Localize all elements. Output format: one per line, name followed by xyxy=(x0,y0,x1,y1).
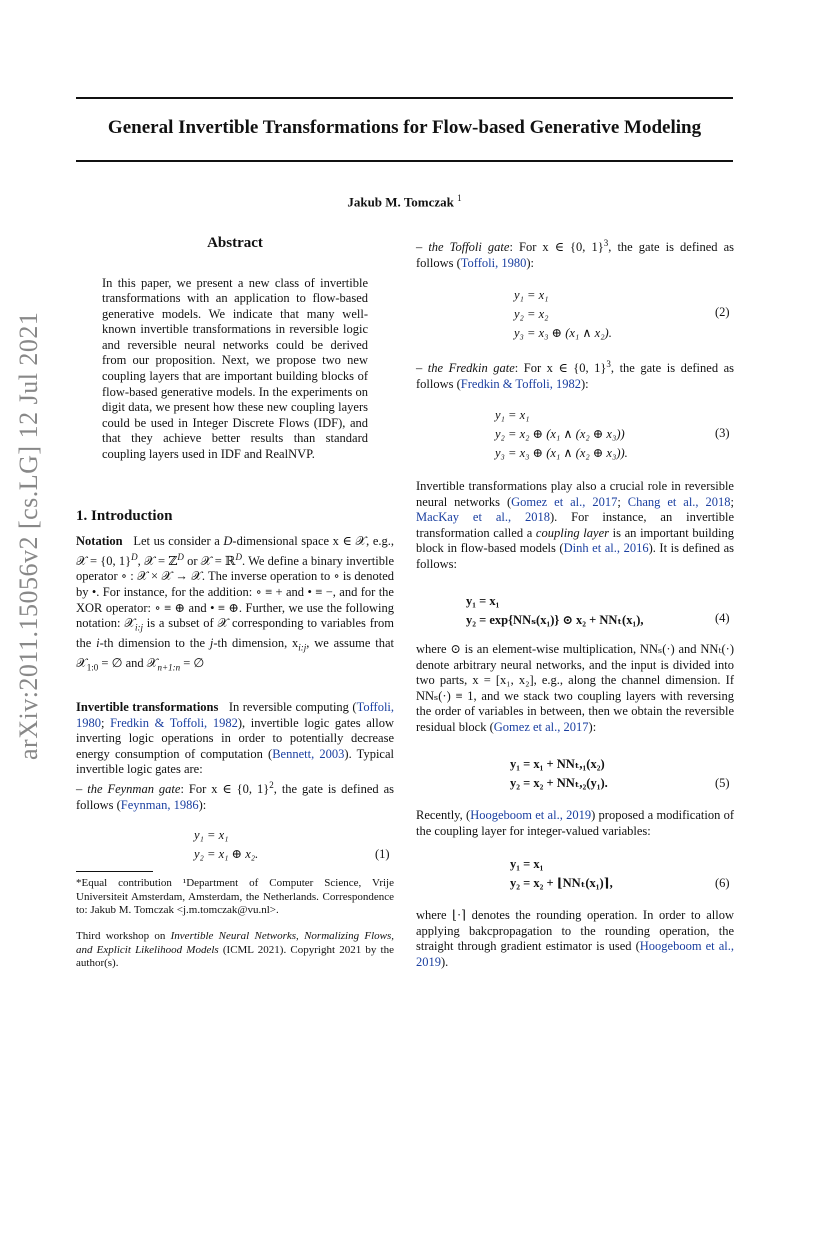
arxiv-sidebar-stamp: arXiv:2011.15056v2 [cs.LG] 12 Jul 2021 xyxy=(14,311,43,760)
footnote-workshop: Third workshop on Invertible Neural Networks, Normalizing Flows, and Explicit Likelihood Models (ICML 2021). Copyright 2021 by the author(s). xyxy=(76,930,394,969)
paper-title: General Invertible Transformations for Flow-based Generative Modeling xyxy=(107,117,702,138)
title-bottom-rule xyxy=(76,160,733,162)
equation-number: (3) xyxy=(715,426,730,440)
equation-number: (4) xyxy=(715,611,730,625)
notation-paragraph: Notation Let us consider a D-dimensional space x ∈ 𝒳, e.g., 𝒳 = {0, 1}$^D$, 𝒳 = ℤ$^D$ or 𝒳 = ℝ$^D$. We define a binary invertible operator ∘ : 𝒳 × 𝒳 → 𝒳. The inverse operation to ∘ is denoted by •. For instance, for the addition: ∘ ≡ + and • ≡ −, and for the XOR operator: ∘ ≡ ⊕ and • ≡ ⊕. Further, we use the following notation: 𝒳$_{i:j}$ is a subset of 𝒳 corresponding to variables from the i-th dimension to the j-th dimension, $x_{i:j}$, we assume that 𝒳$_{1:0}$ = ∅ and 𝒳$_{n+1:n}$ = ∅ xyxy=(76,534,394,673)
citation-link[interactable]: Hoogeboom et al., 2019 xyxy=(416,939,735,969)
citation-link[interactable]: Bennett, 2003 xyxy=(272,746,345,761)
equation-4: y₁ = x₁ y₂ = exp{NNₛ(x₁)} ⊙ x₂ + NNₜ(x₁), xyxy=(466,594,644,627)
rounding-paragraph: where ⌊·⌉ denotes the rounding operation. In order to allow applying bakcpropagation to the rounding operation, the straight through gradient estimator is used (Hoogeboom et al., 2019). xyxy=(416,908,735,969)
section-heading: 1. Introduction xyxy=(76,508,173,524)
fredkin-paragraph: – the Fredkin gate: For x ∈ {0, 1}$^3$, the gate is defined as follows (Fredkin & Toffoli, 1982): xyxy=(416,359,735,391)
equation-5: y₁ = x₁ + NNₜ,₁(x₂) y₂ = x₂ + NNₜ,₂(y₁). xyxy=(510,757,608,790)
citation-link[interactable]: Fredkin & Toffoli, 1982 xyxy=(110,715,238,730)
citation-link[interactable]: Gomez et al., 2017 xyxy=(511,494,618,509)
citation-link[interactable]: Fredkin & Toffoli, 1982 xyxy=(460,376,581,391)
equation-2: y₁ = x₁ y₂ = x₂ y₃ = x₃ ⊕ (x₁ ∧ x₂). xyxy=(514,288,612,340)
top-rule xyxy=(76,97,733,99)
citation-link[interactable]: Chang et al., 2018 xyxy=(627,494,731,509)
equation-number: (5) xyxy=(715,776,730,790)
equation-6: y₁ = x₁ y₂ = x₂ + ⌊NNₜ(x₁)⌉, xyxy=(510,857,613,890)
recent-paragraph: Recently, (Hoogeboom et al., 2019) proposed a modification of the coupling layer for integer-valued variables: xyxy=(416,808,735,838)
footnote-affiliation: *Equal contribution ¹Department of Computer Science, Vrije Universiteit Amsterdam, Amsterdam, the Netherlands. Correspondence to: Jakub M. Tomczak <j.m.tomczak@vu.nl>. xyxy=(76,877,394,916)
citation-link[interactable]: Feynman, 1986 xyxy=(120,797,199,812)
invertible-paragraph: Invertible transformations In reversible computing (Toffoli, 1980; Fredkin & Toffoli, 1982), invertible logic gates allow inverting logic operations in order to potentially decrease energy consumption of computation (Bennett, 2003). Typical invertible logic gates are: – the Feynman gate: For x ∈ {0, 1}$^2$, the gate is defined as follows (Feynman, 1986): xyxy=(76,700,395,812)
citation-link[interactable]: Dinh et al., 2016 xyxy=(563,541,649,556)
citation-link[interactable]: Hoogeboom et al., 2019 xyxy=(470,808,592,822)
where-paragraph: where ⊙ is an element-wise multiplication, NNₛ(·) and NNₜ(·) denote arbitrary neural networks, and the input is divided into two parts, x = [x₁, x₂], e.g., along the channel dimension. If NNₛ(·) ≡ 1, and we stack two coupling layers with reversing the order of variables in between, then we obtain the reversible residual block (Gomez et al., 2017): xyxy=(416,642,734,734)
citation-link[interactable]: MacKay et al., 2018 xyxy=(416,510,550,525)
toffoli-paragraph: – the Toffoli gate: For x ∈ {0, 1}$^3$, the gate is defined as follows (Toffoli, 1980): xyxy=(416,238,735,270)
citation-link[interactable]: Gomez et al., 2017 xyxy=(493,719,589,734)
citation-link[interactable]: Toffoli, 1980 xyxy=(460,255,527,270)
equation-number: (2) xyxy=(715,305,730,319)
author: Jakub M. Tomczak $^1$ xyxy=(347,193,462,210)
footnote-rule xyxy=(76,871,153,872)
equation-number: (6) xyxy=(715,876,730,890)
equation-1: y₁ = x₁ y₂ = x₁ ⊕ x₂. xyxy=(194,828,259,861)
equation-3: y₁ = x₁ y₂ = x₂ ⊕ (x₁ ∧ (x₂ ⊕ x₃)) y₃ = x₃ ⊕ (x₁ ∧ (x₂ ⊕ x₃)). xyxy=(495,408,628,460)
abstract-text: In this paper, we present a new class of invertible transformations with an application to flow-based generative models. We indicate that many well-known invertible transformations in reversible logic and reversible neural networks could be derived from our proposition. Next, we propose two new coupling layers that are important building blocks of flow-based generative models. In the experiments on digit data, we present how these new coupling layers could be used in Integer Discrete Flows (IDF), and that they achieve better results than standard coupling layers used in IDF and RealNVP. xyxy=(102,275,368,462)
citation-link[interactable]: Toffoli, 1980 xyxy=(76,700,395,730)
equation-number: (1) xyxy=(375,847,390,861)
abstract-heading: Abstract xyxy=(207,235,263,251)
neural-networks-paragraph: Invertible transformations play also a crucial role in reversible neural networks (Gomez et al., 2017; Chang et al., 2018; MacKay et al., 2018). For instance, an invertible transformation called a coupling layer is an important building block in flow-based models (Dinh et al., 2016). It is defined as follows: xyxy=(416,479,734,571)
